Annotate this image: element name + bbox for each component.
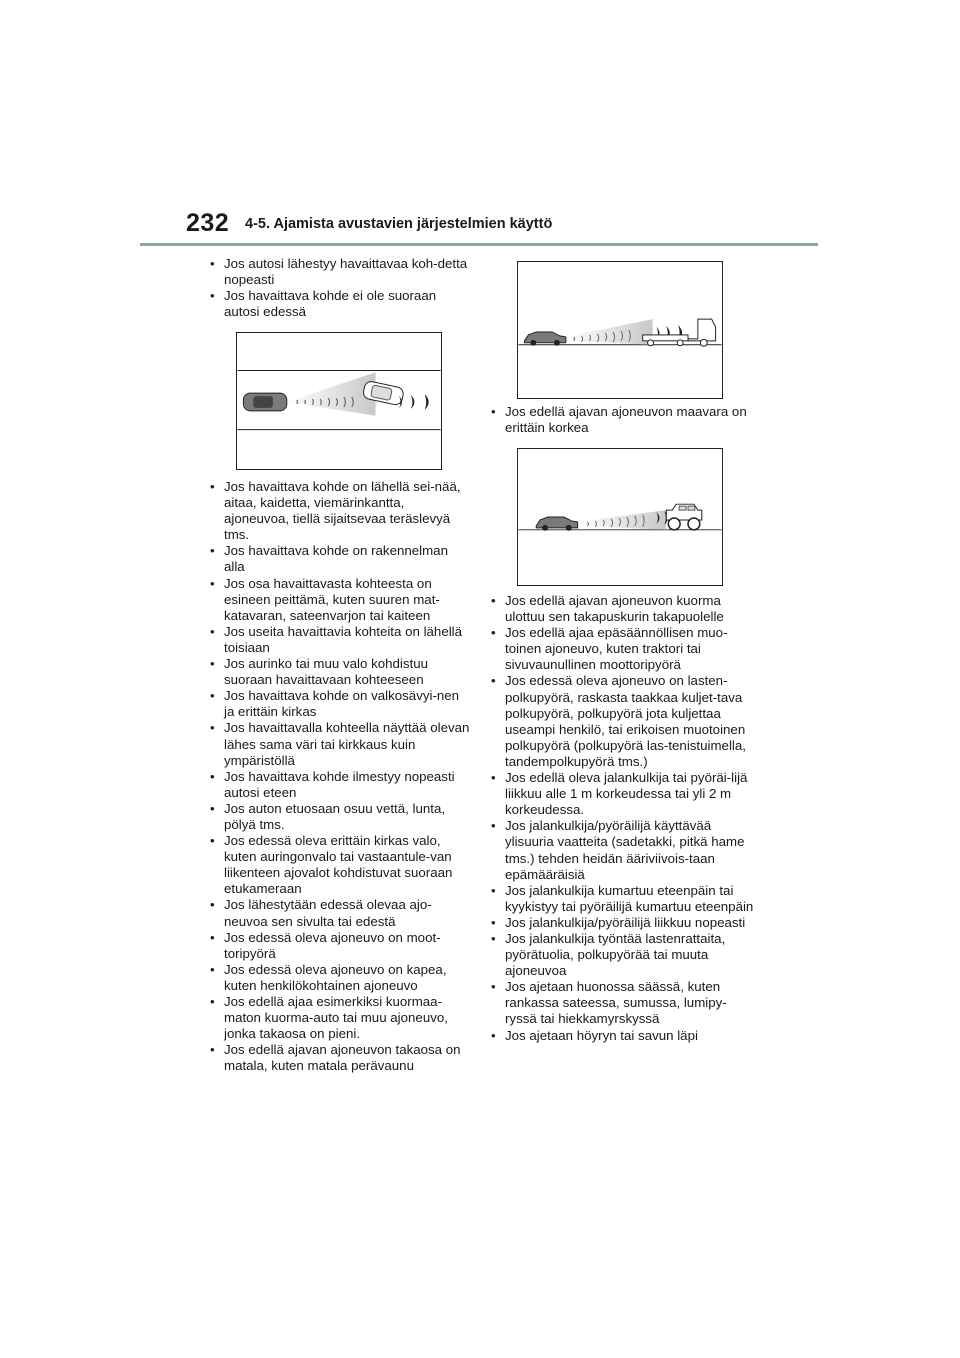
list-item: • Jos edellä oleva jalankulkija tai pyöräi-lijä liikkuu alle 1 m korkeudessa tai yli 2 m korkeudessa.	[489, 770, 757, 818]
list-item: • Jos havaittavalla kohteella näyttää olevan lähes sama väri tai kirkkaus kuin ympäristöllä	[208, 720, 470, 768]
list-item: • Jos ajetaan höyryn tai savun läpi	[489, 1028, 757, 1044]
figure-offset-target	[236, 332, 442, 470]
list-item: • Jos edellä ajavan ajoneuvon maavara on erittäin korkea	[489, 404, 757, 436]
ego-car-icon	[524, 332, 565, 346]
high-clearance-illustration	[518, 449, 722, 585]
list-item: • Jos havaittava kohde on lähellä sei-nää, aitaa, kaidetta, viemärinkantta, ajoneuvoa, tiellä sijaitsevaa teräslevyä tms.	[208, 479, 470, 543]
list-item: • Jos edellä ajavan ajoneuvon kuorma ulottuu sen takapuskurin takapuolelle	[489, 593, 757, 625]
offset-target-illustration	[237, 333, 441, 469]
truck-trailer-icon	[643, 319, 716, 346]
list-item: • Jos edessä oleva erittäin kirkas valo, kuten auringonvalo tai vastaantule-van liikenteen ajovalot kohdistuvat suoraan etukameraan	[208, 833, 470, 897]
ego-car-icon	[536, 517, 577, 531]
header-rule	[140, 243, 818, 246]
list-item: • Jos edellä ajavan ajoneuvon takaosa on matala, kuten matala perävaunu	[208, 1042, 470, 1074]
list-item: • Jos jalankulkija/pyöräilijä käyttävää ylisuuria vaatteita (sadetakki, pitkä hame tms.) tehden heidän ääriviivois-taan epämääräisiä	[489, 818, 757, 882]
ego-car-icon	[243, 393, 286, 411]
figure-low-trailer	[517, 261, 723, 399]
list-item: • Jos edellä ajaa esimerkiksi kuormaa-maton kuorma-auto tai muu ajoneuvo, jonka takaosa on pieni.	[208, 994, 470, 1042]
list-item: • Jos edessä oleva ajoneuvo on lasten-polkupyörä, raskasta taakkaa kuljet-tava polkupyörä, polkupyörä jota kuljettaa useampi henkilö, tai erikoisen muotoinen polkupyörä (polkupyörä las-tenistuimella, tandempolkupyörä tms.)	[489, 673, 757, 770]
list-item: • Jos jalankulkija/pyöräilijä liikkuu nopeasti	[489, 915, 757, 931]
list-item: • Jos havaittava kohde ilmestyy nopeasti autosi eteen	[208, 769, 470, 801]
list-item: • Jos havaittava kohde ei ole suoraan autosi edessä	[208, 288, 470, 320]
list-item: • Jos lähestytään edessä olevaa ajo-neuvoa sen sivulta tai edestä	[208, 897, 470, 929]
list-item: • Jos osa havaittavasta kohteesta on esineen peittämä, kuten suuren mat-katavaran, sateenvarjon tai kaiteen	[208, 576, 470, 624]
low-trailer-illustration	[518, 262, 722, 398]
list-item: • Jos jalankulkija työntää lastenrattaita, pyörätuolia, polkupyörää tai muuta ajoneuvoa	[489, 931, 757, 979]
list-item: • Jos aurinko tai muu valo kohdistuu suoraan havaittavaan kohteeseen	[208, 656, 470, 688]
left-main-list	[208, 479, 470, 1074]
list-item: • Jos auton etuosaan osuu vettä, lunta, pölyä tms.	[208, 801, 470, 833]
list-item: • Jos autosi lähestyy havaittavaa koh-detta nopeasti	[208, 256, 470, 288]
right-bottom-list	[489, 593, 757, 1044]
far-wave-icon	[399, 394, 429, 410]
section-title: 4-5. Ajamista avustavien järjestelmien käyttö	[245, 216, 553, 232]
list-item: • Jos useita havaittavia kohteita on lähellä toisiaan	[208, 624, 470, 656]
list-item: • Jos ajetaan huonossa säässä, kuten rankassa sateessa, sumussa, lumipy-ryssä tai hiekkamyrskyssä	[489, 979, 757, 1027]
page-number: 232	[186, 209, 230, 237]
list-item: • Jos jalankulkija kumartuu eteenpäin tai kyykistyy tai pyöräilijä kumartuu eteenpäin	[489, 883, 757, 915]
list-item: • Jos havaittava kohde on rakennelman alla	[208, 543, 470, 575]
right-middle-list	[489, 404, 757, 436]
list-item: • Jos havaittava kohde on valkosävyi-nen ja erittäin kirkas	[208, 688, 470, 720]
figure-high-clearance	[517, 448, 723, 586]
list-item: • Jos edessä oleva ajoneuvo on moot-toripyörä	[208, 930, 470, 962]
high-clearance-vehicle-icon	[666, 504, 701, 530]
list-item: • Jos edessä oleva ajoneuvo on kapea, kuten henkilökohtainen ajoneuvo	[208, 962, 470, 994]
list-item: • Jos edellä ajaa epäsäännöllisen muo-toinen ajoneuvo, kuten traktori tai sivuvaunullinen moottoripyörä	[489, 625, 757, 673]
left-top-list	[208, 256, 470, 320]
